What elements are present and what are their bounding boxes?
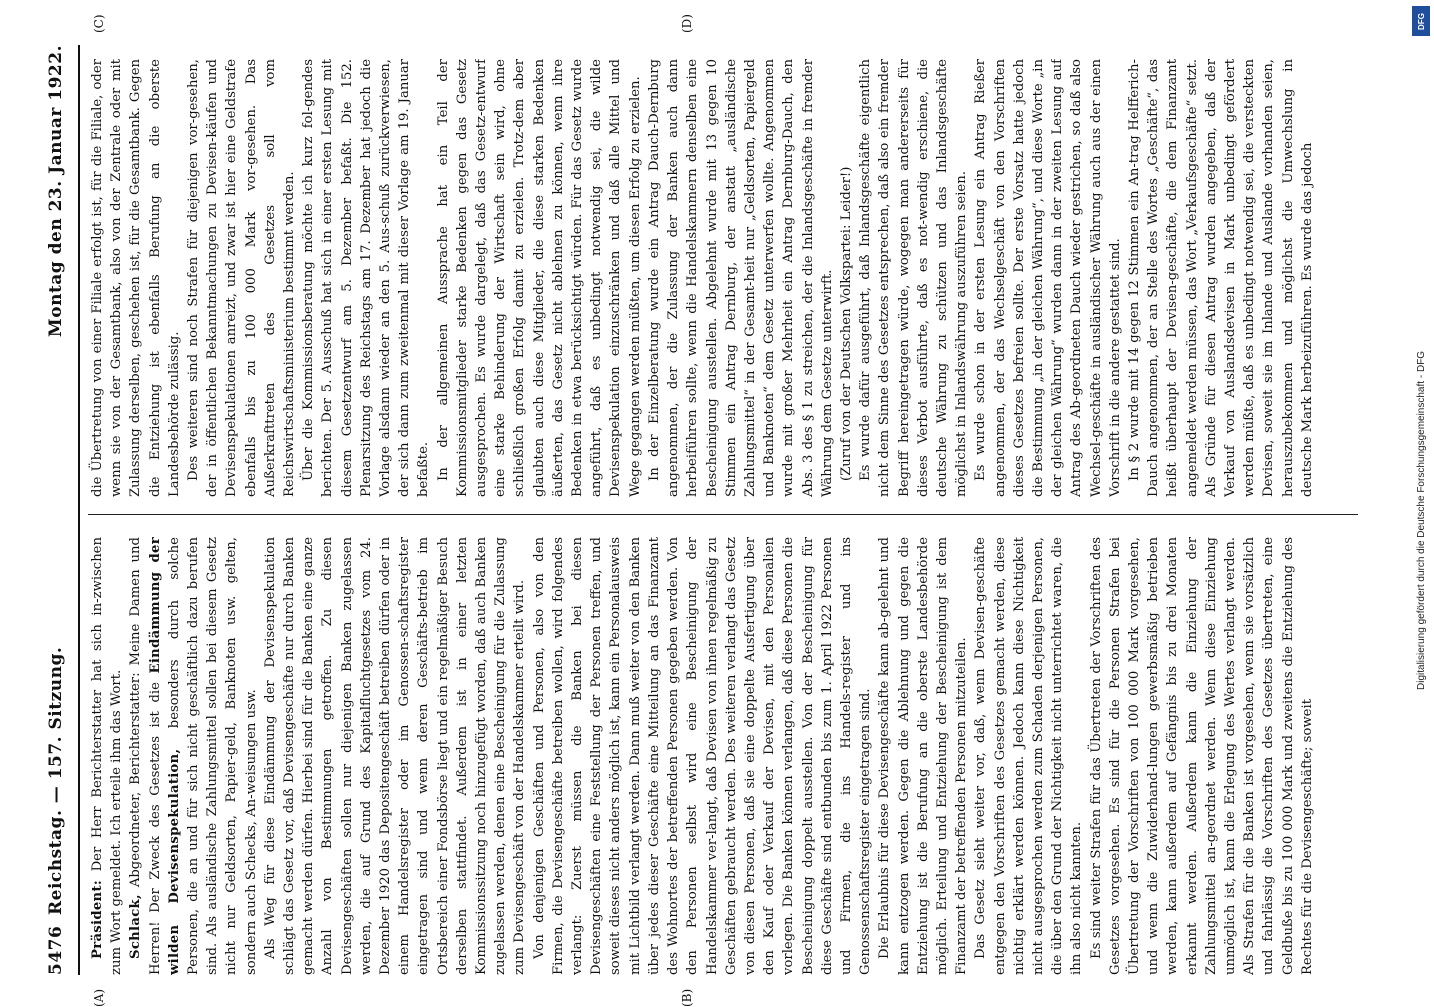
paragraph: Von denjenigen Geschäften und Personen, also von den Firmen, die Devisengeschäfte betreiben wollen, wird folgendes verlangt: Zuerst müssen die Banken bei diesen Devisengeschäften eine Feststellung der Personen treffen, und soweit dieses nicht anders möglich ist, kann ein Personalausweis mit Lichtbild verlangt werden. Dann muß weiter von den Banken über jedes dieser Geschäfte eine Mitteilung an das Finanzamt des Wohnortes der betreffenden Personen gegeben werden. Von den Personen selbst wird eine Bescheinigung der Handelskammer ver-langt, daß Devisen von ihnen regelmäßig zu Geschäften gebraucht werden. Des weiteren verlangt das Gesetz von diesen Personen, daß sie eine doppelte Ausfertigung über den Kauf oder Verkauf der Devisen, mit den Personalien vorlegen. Die Banken können verlangen, daß diese Personen die Bescheinigung doppelt ausstellen. Von der Bescheinigung für diese Geschäfte sind entbunden bis zum 1. April 1922 Personen und Firmen, die ins Handels-register und ins Genossenschaftsregister eingetragen sind. bbox=[531, 537, 874, 975]
digitization-watermark bbox=[1410, 0, 1434, 1000]
paragraph: die Übertretung von einer Filiale erfolgt ist, für die Filiale, oder wenn sie von der Gesamtbank, also von der Zentrale oder mit Zulassung derselben, geschehen ist, für die Gesamtbank. Gegen die Entziehung ist ebenfalls Berufung an die oberste Landesbehörde zulässig. bbox=[90, 59, 182, 497]
right-column bbox=[88, 59, 1368, 497]
paragraph: Schlack, Abgeordneter, Berichterstatter: Meine Damen und Herren! Der Zweck des Gesetzes ist die Eindämmung der wilden Devisenspekulation, besonders durch solche Personen, die an und für sich nicht geschäftlich dazu berufen sind. Als ausländische Zahlungsmittel sollen bei diesem Gesetz nicht nur Geldsorten, Papier-geld, Banknoten usw. gelten, sondern auch Schecks, An-weisungen usw. bbox=[128, 537, 259, 975]
left-column bbox=[88, 537, 1368, 975]
paragraph: (Zuruf von der Deutschen Volkspartei: Leider!) bbox=[838, 166, 854, 481]
paragraph: Die Erlaubnis für diese Devisengeschäfte kann ab-gelehnt und kann entzogen werden. Gegen die Ablehnung und gegen die Entziehung ist die Berufung an die oberste Landesbehörde möglich. Erteilung und Entziehung der Bescheinigung ist dem Finanzamt der betreffenden Personen mitzuteilen. bbox=[877, 537, 970, 975]
paragraph: Es wurde schon in der ersten Lesung ein Antrag Rießer angenommen, der das Wechselgeschäft von den Vorschriften dieses Gesetzes befreien sollte. Der erste Vorsatz hatte jedoch die Bestimmung „in der gleichen Währung“, und diese Worte „in der gleichen Währung“ wurden dann in der zweiten Lesung auf Antrag des Ab-geordneten Dauch wieder gestrichen, so daß also Wechsel-geschäfte in ausländischer Währung auch aus der einen Vorschrift in die andere gestattet sind. bbox=[973, 59, 1123, 497]
header-rule bbox=[78, 45, 80, 975]
paragraph: Des weiteren sind noch Strafen für diejenigen vor-gesehen, der in öffentlichen Bekanntmachungen zu Devisen-käufen und Devisenspekulationen anreizt, und zwar ist hier eine Geldstrafe ebenfalls bis zu 100 000 Mark vor-gesehen. Das Außerkrafttreten des Gesetzes soll vom Reichswirtschaftsministerium bestimmt werden. bbox=[186, 59, 298, 497]
speaker-schlack: Schlack, bbox=[128, 894, 144, 959]
margin-marker-b: (B) bbox=[680, 988, 694, 1007]
paragraph: In der Einzelberatung wurde ein Antrag Dauch-Dernburg angenommen, der die Zulassung der Banken auch dann herbeiführen sollte, wenn die Handelskammern denselben eine Bescheinigung ausstellen. Abgelehnt wurde mit 13 gegen 10 Stimmen ein Antrag Dernburg, der anstatt „ausländische Zahlungsmittel“ in der Gesamt-heit nur „Geldsorten, Papiergeld und Banknoten“ dem Gesetz unterwerfen wollte. Angenommen wurde mit großer Mehrheit ein Antrag Dernburg-Dauch, den Abs. 3 des § 1 zu streichen, der die Inlandsgeschäfte in fremder Währung dem Gesetze unterwirft. bbox=[646, 59, 835, 497]
margin-marker-c: (C) bbox=[92, 14, 106, 33]
paragraph: Präsident: Der Herr Berichterstatter hat sich in-zwischen zum Wort gemeldet. Ich erteile ihm das Wort. bbox=[90, 537, 125, 975]
document-page bbox=[40, 14, 1370, 1007]
paragraph: Über die Kommissionsberatung möchte ich kurz fol-gendes berichten. Der 5. Ausschuß hat sich in einer ersten Lesung mit diesem Gesetzentwurf am 5. Dezember befaßt. Die 152. Plenarsitzung des Reichstags am 17. Dezember hat jedoch die Vorlage alsdann wieder an den 5. Aus-schuß zurückverwiesen, der sich dann zum zweitenmal mit dieser Vorlage am 19. Januar befaßte. bbox=[301, 59, 432, 497]
page-number: 5476 bbox=[46, 925, 66, 975]
session-date: Montag den 23. Januar 1922. bbox=[46, 45, 66, 338]
paragraph: Es sind weiter Strafen für das Übertreten der Vorschriften des Gesetzes vorgesehen. Es sind für die Personen Strafen bei Übertretung der Vorschriften von 100 000 Mark vorgesehen, und wenn die Zuwiderhand-lungen gewerbsmäßig betrieben werden, kann außerdem auf Gefängnis bis zu drei Monaten erkannt werden. Außerdem kann die Einziehung der Zahlungsmittel an-geordnet werden. Wenn diese Einziehung unmöglich ist, kann die Erlegung des Wertes verlangt werden. Als Strafen für die Banken ist vorgesehen, wenn sie vorsätzlich und fahrlässig die Vorschriften des Gesetzes übertreten, eine Geldbuße bis zu 100 000 Mark und zweitens die Entziehung des Rechtes für die Devisengeschäfte; soweit bbox=[1088, 537, 1315, 975]
paragraph: In der allgemeinen Aussprache hat ein Teil der Kommissionsmitglieder starke Bedenken gegen das Gesetz ausgesprochen. Es wurde dargelegt, daß das Gesetz-entwurf eine starke Behinderung der Wirtschaft sein wird, ohne schließlich großen Erfolg damit zu erzielen. Trotz-dem aber glaubten auch diese Mitglieder, die diese starken Bedenken äußerten, das Gesetz nicht ablehnen zu können, wenn ihre Bedenken in etwa berücksichtigt würden. Für das Gesetz wurde angeführt, daß es unbedingt notwendig sei, die wilde Devisenspekulation einzuschränken und daß alle Mittel und Wege gegangen werden müßten, um diesen Erfolg zu erzielen. bbox=[435, 59, 643, 497]
paragraph: Es wurde dafür ausgeführt, daß Inlandsgeschäfte eigentlich nicht dem Sinne des Gesetzes entsprechen, daß also ein fremder Begriff hereingetragen würde, wogegen man andererseits für dieses Verbot ausführte, daß es not-wendig erschiene, die deutsche Währung zu schützen und das Inlandsgeschäfte möglichst in Inlandswährung auszuführen seien. bbox=[858, 59, 970, 497]
column-separator bbox=[88, 514, 1358, 515]
paragraph: Als Weg für diese Eindämmung der Devisenspekulation schlägt das Gesetz vor, daß Devisengeschäfte nur durch Banken gemacht werden dürfen. Hierbei sind für die Banken eine ganze Anzahl von Bestimmungen getroffen. Zu diesen Devisengeschäften sollen nur diejenigen Banken zugelassen werden, die auf Grund des Kapitalfluchtgesetzes vom 24. Dezember 1920 das Depositengeschäft betreiben dürfen oder in einem Handelsregister oder im Genossen-schaftsregister eingetragen sind und wenn deren Geschäfts-betrieb im Ortsbereich einer Fondsbörse liegt und ein regelmäßiger Besuch derselben stattfindet. Außerdem ist in einer letzten Kommissionssitzung noch hinzugefügt worden, daß auch Banken zugelassen werden, denen eine Bescheinigung für die Zulassung zum Devisengeschäft von der Handelskammer erteilt wird. bbox=[262, 537, 528, 975]
page-header bbox=[40, 45, 80, 975]
dfg-logo: DFG bbox=[1412, 6, 1430, 36]
margin-marker-a: (A) bbox=[92, 988, 106, 1007]
paragraph: Das Gesetz sieht weiter vor, daß, wenn Devisen-geschäfte entgegen den Vorschriften des Gesetzes gemacht werden, diese nichtig erklärt werden können. Jedoch kann diese Nichtigkeit nicht ausgesprochen werden zum Schaden derjenigen Personen, die über den Grund der Nichtigkeit nicht unterrichtet waren, die ihn also nicht kannten. bbox=[973, 537, 1085, 975]
paragraph: In § 2 wurde mit 14 gegen 12 Stimmen ein An-trag Helfferich-Dauch angenommen, der an Stelle des Wortes „Geschäfte“, das heißt überhaupt der Devisen-geschäfte, die dem Finanzamt angemeldet werden müssen, das Wort „Verkaufsgeschäfte“ setzt. Als Gründe für diesen Antrag wurden angegeben, daß der Verkauf von Auslandsdevisen in Mark unbedingt gefördert werden müßte, daß es unbedingt notwendig sei, die versteckten Devisen, soweit sie im Inlande und Auslande vorhanden seien, herauszubekommen und möglichst die Umwechslung in deutsche Mark herbeizuführen. Es wurde das jedoch bbox=[1126, 59, 1315, 497]
speaker-president: Präsident: bbox=[90, 879, 105, 959]
margin-marker-d: (D) bbox=[680, 14, 694, 33]
watermark-text: Digitalisierung gefördert durch die Deutsche Forschungsgemeinschaft - DFG bbox=[1416, 350, 1427, 690]
session-title: Reichstag. — 157. Sitzung. bbox=[46, 646, 66, 915]
